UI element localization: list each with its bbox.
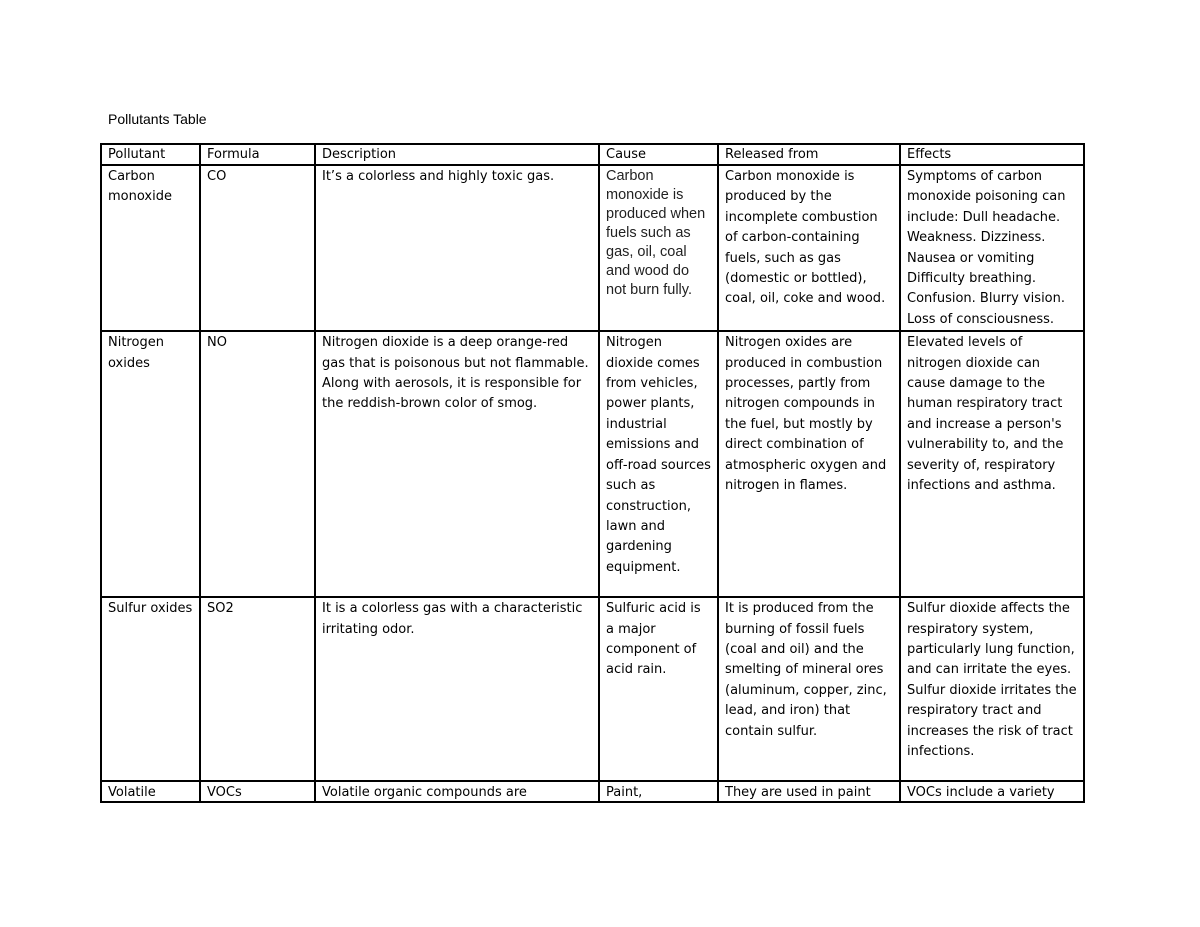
cell-effects: Sulfur dioxide affects the respiratory system, particularly lung function, and can irritate the eyes. Sulfur dioxide irritates the respiratory tract and increases the risk of tract infections.: [900, 597, 1084, 781]
cell-pollutant: Sulfur oxides: [101, 597, 200, 781]
cell-pollutant-text: Volatile: [108, 785, 156, 801]
cell-formula: NO: [200, 331, 315, 597]
header-effects: Effects: [900, 144, 1084, 165]
table-row: [101, 165, 1084, 331]
table-row: [101, 597, 1084, 781]
header-description: Description: [315, 144, 599, 165]
cell-cause: Sulfuric acid is a major component of acid rain.: [599, 597, 718, 781]
cell-effects: Symptoms of carbon monoxide poisoning can include: Dull headache. Weakness. Dizziness. Nausea or vomiting Difficulty breathing. Confusion. Blurry vision. Loss of consciousness.: [900, 165, 1084, 331]
header-formula: Formula: [200, 144, 315, 165]
table-row: [101, 781, 1084, 802]
cell-description: [315, 781, 599, 802]
table-row: [101, 331, 1084, 597]
cell-description: Nitrogen dioxide is a deep orange-red gas that is poisonous but not flammable. Along with aerosols, it is responsible for the reddish-brown color of smog.: [315, 331, 599, 597]
cell-pollutant: [101, 781, 200, 802]
pollutants-table: [100, 143, 1085, 803]
cell-cause-text: Paint,: [606, 785, 643, 801]
cell-released-from-text: They are used in paint: [725, 785, 871, 801]
cell-released-from: [718, 781, 900, 802]
header-pollutant: Pollutant: [101, 144, 200, 165]
cell-pollutant: Carbon monoxide: [101, 165, 200, 331]
cell-description: It is a colorless gas with a characteristic irritating odor.: [315, 597, 599, 781]
cell-cause: Nitrogen dioxide comes from vehicles, power plants, industrial emissions and off-road sources such as construction, lawn and gardening equipment.: [599, 331, 718, 597]
cell-formula-text: VOCs: [207, 785, 242, 801]
cell-description: It’s a colorless and highly toxic gas.: [315, 165, 599, 331]
cell-formula: SO2: [200, 597, 315, 781]
cell-formula: CO: [200, 165, 315, 331]
header-released-from: Released from: [718, 144, 900, 165]
header-cause: Cause: [599, 144, 718, 165]
cell-pollutant: Nitrogen oxides: [101, 331, 200, 597]
cell-effects-text: VOCs include a variety: [907, 785, 1055, 801]
cell-formula: [200, 781, 315, 802]
cell-description-text: Volatile organic compounds are: [322, 785, 527, 801]
cell-released-from: It is produced from the burning of fossil fuels (coal and oil) and the smelting of mineral ores (aluminum, copper, zinc, lead, and iron) that contain sulfur.: [718, 597, 900, 781]
table-header-row: [101, 144, 1084, 165]
page-title: Pollutants Table: [108, 111, 207, 127]
cell-released-from: Nitrogen oxides are produced in combustion processes, partly from nitrogen compounds in the fuel, but mostly by direct combination of atmospheric oxygen and nitrogen in flames.: [718, 331, 900, 597]
cell-released-from: Carbon monoxide is produced by the incomplete combustion of carbon-containing fuels, such as gas (domestic or bottled), coal, oil, coke and wood.: [718, 165, 900, 331]
cell-cause: [599, 781, 718, 802]
cell-effects: [900, 781, 1084, 802]
cell-cause: Carbon monoxide is produced when fuels such as gas, oil, coal and wood do not burn fully.: [599, 165, 718, 331]
cell-effects: Elevated levels of nitrogen dioxide can cause damage to the human respiratory tract and increase a person's vulnerability to, and the severity of, respiratory infections and asthma.: [900, 331, 1084, 597]
